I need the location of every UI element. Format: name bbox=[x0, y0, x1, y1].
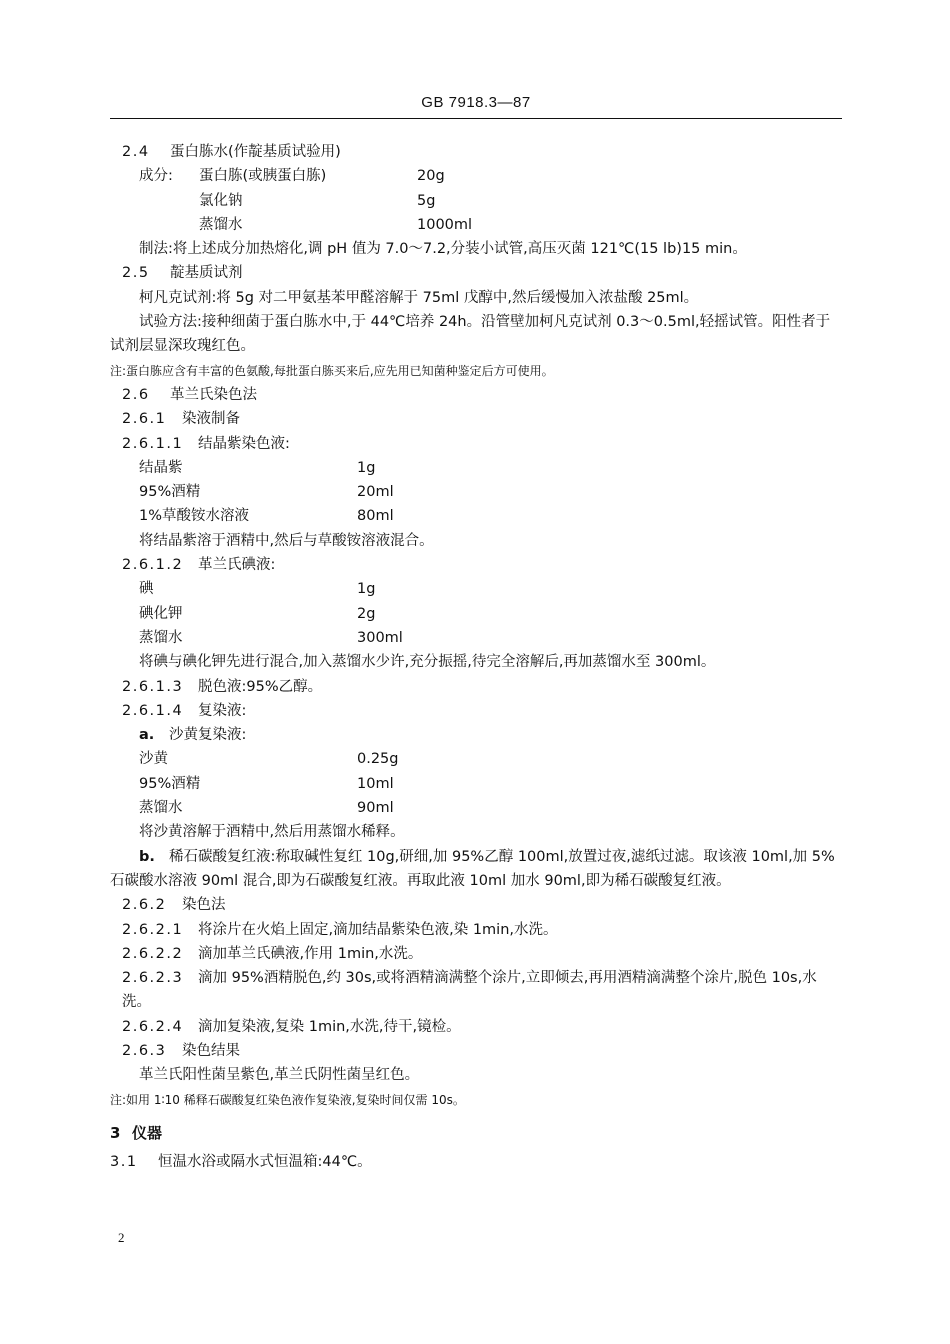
ingredient-name: 氯化钠 bbox=[199, 192, 243, 209]
ingredient-amount: 5g bbox=[417, 192, 436, 209]
ingredient-name: 蒸馏水 bbox=[139, 800, 183, 817]
section-number: 2.6.2.3 bbox=[122, 970, 184, 987]
section-title: 仪器 bbox=[132, 1123, 163, 1142]
document-body bbox=[110, 140, 842, 1174]
note-2-5: 注:蛋白胨应含有丰富的色氨酸,每批蛋白胨买来后,应先用已知菌种鉴定后方可使用。 bbox=[110, 363, 554, 378]
sub-item-label: a. bbox=[139, 727, 155, 744]
section-3-1 bbox=[110, 1150, 842, 1174]
reagent-text: 柯凡克试剂:将 5g 对二甲氨基苯甲醛溶解于 75ml 戊醇中,然后缓慢加入浓盐酸 25ml。 bbox=[139, 289, 699, 306]
ingredient-amount: 90ml bbox=[357, 800, 394, 817]
section-title: 染色法 bbox=[182, 897, 226, 914]
ingredient-amount: 80ml bbox=[357, 508, 394, 525]
ingredient-amount: 20ml bbox=[357, 484, 394, 501]
ingredient-name: 95%酒精 bbox=[139, 775, 201, 792]
section-number: 2.6.2 bbox=[122, 897, 167, 914]
ingredient-row bbox=[110, 796, 842, 820]
section-number: 2.4 bbox=[122, 144, 150, 160]
preparation-text: 将结晶紫溶于酒精中,然后与草酸铵溶液混合。 bbox=[139, 532, 434, 549]
ingredient-row bbox=[110, 747, 842, 771]
section-number: 2.6.2.1 bbox=[122, 921, 184, 938]
section-2-6-1-1-heading bbox=[110, 432, 842, 456]
section-title: 复染液: bbox=[198, 702, 247, 719]
section-2-6-1-heading bbox=[110, 407, 842, 431]
section-number: 2.6.1 bbox=[122, 411, 167, 428]
section-number: 2.6.1.2 bbox=[122, 557, 184, 574]
section-number: 2.6.1.4 bbox=[122, 702, 184, 719]
ingredient-name: 1%草酸铵水溶液 bbox=[139, 508, 250, 525]
ingredient-name: 蛋白胨(或胰蛋白胨) bbox=[199, 168, 327, 185]
ingredient-amount: 10ml bbox=[357, 775, 394, 792]
sub-item-b bbox=[110, 845, 842, 894]
ingredient-name: 95%酒精 bbox=[139, 484, 201, 501]
ingredient-row bbox=[110, 772, 842, 796]
section-2-5-heading bbox=[110, 261, 842, 285]
preparation-text: 将沙黄溶解于酒精中,然后用蒸馏水稀释。 bbox=[139, 824, 405, 841]
ingredient-row bbox=[110, 480, 842, 504]
ingredient-name: 蒸馏水 bbox=[139, 629, 183, 646]
ingredient-name: 沙黄 bbox=[139, 751, 168, 768]
step-text: 将涂片在火焰上固定,滴加结晶紫染色液,染 1min,水洗。 bbox=[198, 921, 558, 938]
step-text: 滴加 95%酒精脱色,约 30s,或将酒精滴满整个涂片,立即倾去,再用酒精滴满整个涂片,脱色 10s,水洗。 bbox=[122, 970, 817, 1011]
result-text: 革兰氏阳性菌呈紫色,革兰氏阴性菌呈红色。 bbox=[139, 1067, 420, 1084]
section-title: 靛基质试剂 bbox=[170, 265, 243, 282]
section-number: 2.6.1.1 bbox=[122, 435, 184, 452]
ingredient-amount: 1g bbox=[357, 459, 376, 476]
step-text: 滴加革兰氏碘液,作用 1min,水洗。 bbox=[198, 945, 423, 962]
ingredient-row bbox=[110, 504, 842, 528]
section-2-6-2-heading bbox=[110, 893, 842, 917]
section-number: 2.6.2.4 bbox=[122, 1018, 184, 1035]
ingredient-name: 碘化钾 bbox=[139, 605, 183, 622]
ingredient-row bbox=[110, 577, 842, 601]
ingredient-row bbox=[110, 213, 842, 237]
test-method-text: 试验方法:接种细菌于蛋白胨水中,于 44℃培养 24h。沿管壁加柯凡克试剂 0.3～0.5ml,轻摇试管。阳性者于试剂层显深玫瑰红色。 bbox=[110, 314, 831, 355]
stain-step bbox=[110, 966, 842, 1015]
section-2-6-heading bbox=[110, 383, 842, 407]
ingredient-name: 蒸馏水 bbox=[199, 216, 243, 233]
ingredient-amount: 2g bbox=[357, 605, 376, 622]
ingredient-name: 结晶紫 bbox=[139, 459, 183, 476]
sub-item-a-heading bbox=[110, 723, 842, 747]
ingredient-row bbox=[110, 456, 842, 480]
section-text: 恒温水浴或隔水式恒温箱:44℃。 bbox=[158, 1153, 372, 1170]
ingredient-amount: 1000ml bbox=[417, 216, 473, 233]
page-header: GB 7918.3—87 bbox=[421, 94, 531, 111]
section-title: 革兰氏碘液: bbox=[198, 557, 276, 574]
section-number: 3 bbox=[110, 1123, 121, 1142]
section-title: 结晶紫染色液: bbox=[198, 435, 290, 452]
preparation-text: 将碘与碘化钾先进行混合,加入蒸馏水少许,充分振摇,待完全溶解后,再加蒸馏水至 300ml。 bbox=[139, 654, 716, 671]
section-number: 3.1 bbox=[110, 1153, 138, 1170]
ingredient-amount: 300ml bbox=[357, 629, 403, 646]
sub-item-label: b. bbox=[139, 848, 155, 865]
ingredient-name: 碘 bbox=[139, 581, 154, 598]
ingredient-row bbox=[110, 626, 842, 650]
section-number: 2.6.1.3 bbox=[122, 678, 184, 695]
section-3-heading bbox=[110, 1116, 842, 1150]
sub-item-text: 稀石碳酸复红液:称取碱性复红 10g,研细,加 95%乙醇 100ml,放置过夜,滤纸过滤。取该液 10ml,加 5%石碳酸水溶液 90ml 混合,即为石碳酸复红液。再取此液 10ml 加水 90ml,即为稀石碳酸复红液。 bbox=[110, 848, 835, 889]
page-number: 2 bbox=[118, 1230, 125, 1245]
stain-step bbox=[110, 942, 842, 966]
ingredient-row bbox=[110, 602, 842, 626]
header-rule bbox=[110, 118, 842, 119]
section-title: 脱色液:95%乙醇。 bbox=[198, 678, 323, 695]
stain-step bbox=[110, 1015, 842, 1039]
section-2-4-heading bbox=[110, 140, 842, 164]
section-number: 2.6.2.2 bbox=[122, 945, 184, 962]
ingredient-amount: 20g bbox=[417, 168, 445, 185]
ingredient-row bbox=[110, 189, 842, 213]
section-number: 2.6 bbox=[122, 386, 150, 403]
section-2-6-1-3-heading bbox=[110, 675, 842, 699]
section-title: 染液制备 bbox=[182, 411, 240, 428]
ingredient-row bbox=[110, 164, 842, 188]
ingredients-label: 成分: bbox=[139, 168, 173, 185]
note-2-6-3: 注:如用 1∶10 稀释石碳酸复红染色液作复染液,复染时间仅需 10s。 bbox=[110, 1092, 465, 1107]
ingredient-amount: 1g bbox=[357, 581, 376, 598]
preparation-text: 制法:将上述成分加热熔化,调 pH 值为 7.0～7.2,分装小试管,高压灭菌 121℃(15 lb)15 min。 bbox=[139, 241, 747, 258]
section-2-6-3-heading bbox=[110, 1039, 842, 1063]
section-2-6-1-4-heading bbox=[110, 699, 842, 723]
sub-item-title: 沙黄复染液: bbox=[169, 727, 247, 744]
section-number: 2.6.3 bbox=[122, 1042, 167, 1059]
ingredient-amount: 0.25g bbox=[357, 751, 399, 768]
section-title: 蛋白胨水(作靛基质试验用) bbox=[170, 144, 341, 160]
section-title: 染色结果 bbox=[182, 1042, 240, 1059]
section-title: 革兰氏染色法 bbox=[170, 386, 257, 403]
section-number: 2.5 bbox=[122, 265, 150, 282]
section-2-6-1-2-heading bbox=[110, 553, 842, 577]
stain-step bbox=[110, 918, 842, 942]
step-text: 滴加复染液,复染 1min,水洗,待干,镜检。 bbox=[198, 1018, 461, 1035]
